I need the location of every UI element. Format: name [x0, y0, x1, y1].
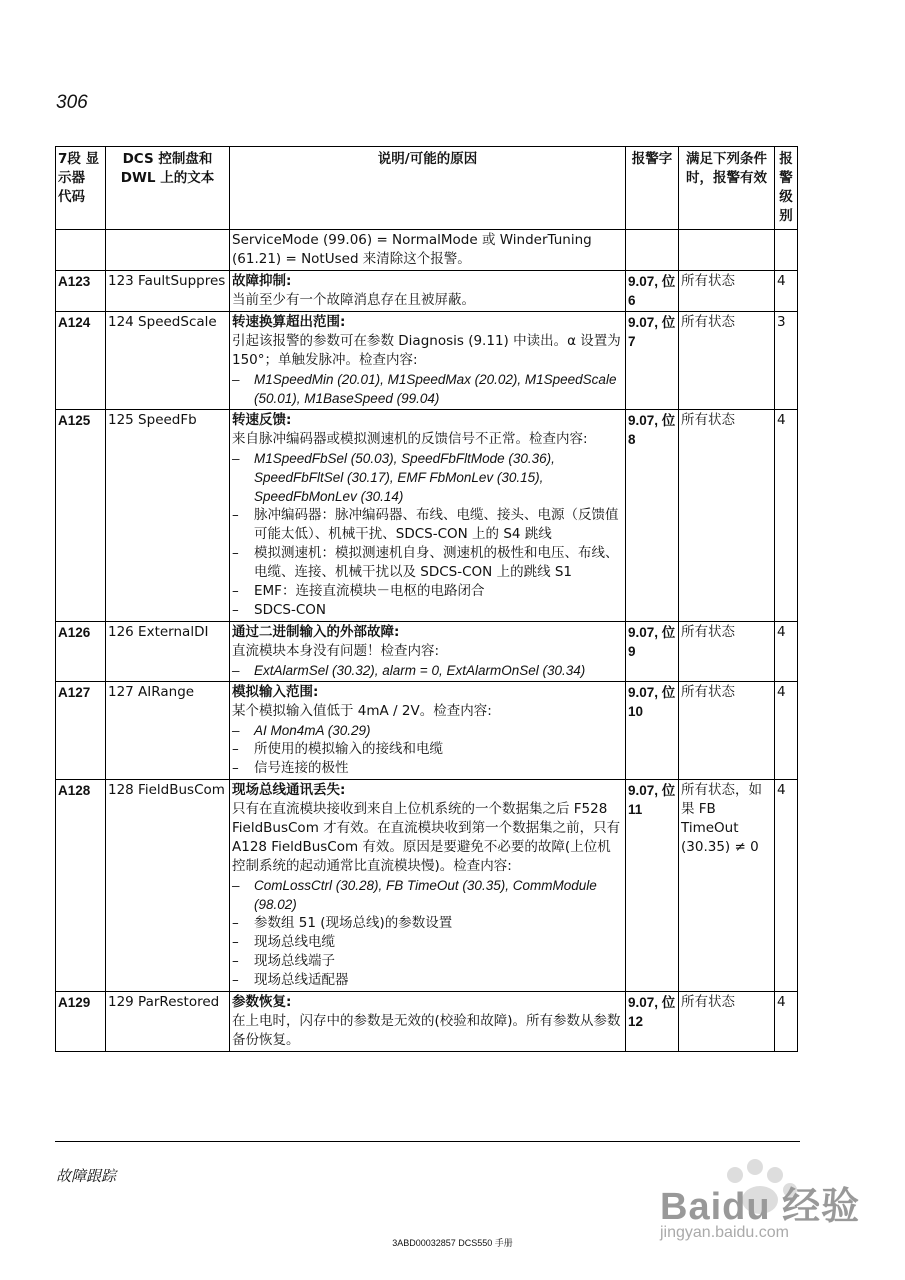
description-text: 只有在直流模块接收到来自上位机系统的一个数据集之后 F528 FieldBusCom 才有效。在直流模块收到第一个数据集之前，只有 A128 FieldBusCom 有效。原因是要避免不必要的故障(上位机控制系统的起动通常比直流模块慢)。检查内容:	[232, 801, 621, 874]
alarm-level: 4	[775, 622, 798, 682]
description-text: 当前至少有一个故障消息存在且被屏蔽。	[232, 292, 475, 308]
active-condition	[679, 230, 775, 271]
alarm-word-bit: 9.07, 位 11	[626, 780, 679, 992]
dcs-text: 128 FieldBusCom	[106, 780, 230, 992]
description-cell	[230, 230, 626, 271]
check-item: – 所使用的模拟输入的接线和电缆	[232, 740, 623, 759]
dcs-text: 125 SpeedFb	[106, 410, 230, 622]
description-title: 现场总线通讯丢失:	[232, 782, 346, 798]
active-condition: 所有状态	[679, 271, 775, 312]
alarm-code: A126	[56, 622, 106, 682]
active-condition: 所有状态	[679, 682, 775, 780]
dcs-text	[106, 230, 230, 271]
table-row	[56, 780, 798, 992]
alarm-code	[56, 230, 106, 271]
dcs-text: 129 ParRestored	[106, 992, 230, 1052]
alarm-level: 4	[775, 780, 798, 992]
header-alarm-word: 报警字	[626, 147, 679, 230]
alarm-code: A123	[56, 271, 106, 312]
table-row	[56, 271, 798, 312]
check-item: – ExtAlarmSel (30.32), alarm = 0, ExtAlarmOnSel (30.34)	[232, 661, 623, 680]
description-cell	[230, 992, 626, 1052]
check-item: – 现场总线电缆	[232, 933, 623, 952]
description-cell	[230, 780, 626, 992]
alarm-word-bit: 9.07, 位 8	[626, 410, 679, 622]
check-item: – M1SpeedFbSel (50.03), SpeedFbFltMode (30.36), SpeedFbFltSel (30.17), EMF FbMonLev (30.15), SpeedFbMonLev (30.14)	[232, 449, 623, 506]
description-title: 通过二进制输入的外部故障:	[232, 624, 400, 640]
check-item: – 现场总线适配器	[232, 971, 623, 990]
check-item: – AI Mon4mA (30.29)	[232, 721, 623, 740]
active-condition: 所有状态	[679, 410, 775, 622]
check-item: – 参数组 51 (现场总线)的参数设置	[232, 914, 623, 933]
table-row	[56, 410, 798, 622]
alarm-word-bit: 9.07, 位 12	[626, 992, 679, 1052]
description-text: 在上电时，闪存中的参数是无效的(校验和故障)。所有参数从参数备份恢复。	[232, 1013, 621, 1048]
description-cell	[230, 622, 626, 682]
description-title: 故障抑制:	[232, 273, 292, 289]
alarm-level	[775, 230, 798, 271]
alarm-table	[55, 146, 798, 1052]
alarm-word-bit: 9.07, 位 10	[626, 682, 679, 780]
description-text: 来自脉冲编码器或模拟测速机的反馈信号不正常。检查内容:	[232, 431, 588, 447]
dcs-text: 126 ExternalDI	[106, 622, 230, 682]
check-item: – EMF：连接直流模块－电枢的电路闭合	[232, 582, 623, 601]
active-condition: 所有状态，如果 FB TimeOut (30.35) ≠ 0	[679, 780, 775, 992]
alarm-word-bit: 9.07, 位 6	[626, 271, 679, 312]
active-condition: 所有状态	[679, 622, 775, 682]
alarm-level: 4	[775, 682, 798, 780]
description-cell	[230, 682, 626, 780]
alarm-word-bit: 9.07, 位 7	[626, 312, 679, 410]
alarm-level: 3	[775, 312, 798, 410]
alarm-code: A125	[56, 410, 106, 622]
alarm-level: 4	[775, 410, 798, 622]
header-condition: 满足下列条件时，报警有效	[679, 147, 775, 230]
dcs-text: 123 FaultSuppres	[106, 271, 230, 312]
watermark-text: Baidu 经验	[660, 1186, 861, 1228]
table-header-row	[56, 147, 798, 230]
table-row	[56, 230, 798, 271]
description-cell	[230, 410, 626, 622]
document-id: 3ABD00032857 DCS550 手册	[392, 1238, 513, 1248]
page-number: 306	[56, 92, 88, 113]
table-row	[56, 992, 798, 1052]
dcs-text: 127 AIRange	[106, 682, 230, 780]
description-text: 直流模块本身没有问题！检查内容:	[232, 643, 440, 659]
alarm-word-bit	[626, 230, 679, 271]
check-item: – M1SpeedMin (20.01), M1SpeedMax (20.02), M1SpeedScale (50.01), M1BaseSpeed (99.04)	[232, 370, 623, 408]
active-condition: 所有状态	[679, 992, 775, 1052]
description-text: 引起该报警的参数可在参数 Diagnosis (9.11) 中读出。α 设置为 150°；单触发脉冲。检查内容:	[232, 333, 621, 368]
alarm-code: A128	[56, 780, 106, 992]
alarm-code: A129	[56, 992, 106, 1052]
description-title: 模拟输入范围:	[232, 684, 319, 700]
description-cell	[230, 271, 626, 312]
description-text: 某个模拟输入值低于 4mA / 2V。检查内容:	[232, 703, 492, 719]
section-title: 故障跟踪	[56, 1167, 117, 1185]
alarm-word-bit: 9.07, 位 9	[626, 622, 679, 682]
table-row	[56, 622, 798, 682]
check-item: – 脉冲编码器：脉冲编码器、布线、电缆、接头、电源（反馈值可能太低）、机械干扰、SDCS-CON 上的 S4 跳线	[232, 506, 623, 544]
check-item: – 信号连接的极性	[232, 759, 623, 778]
description-text: ServiceMode (99.06) = NormalMode 或 WinderTuning (61.21) = NotUsed 来清除这个报警。	[232, 232, 592, 267]
watermark-url: jingyan.baidu.com	[660, 1224, 789, 1241]
check-item: – SDCS-CON	[232, 601, 623, 620]
check-item: – 模拟测速机：模拟测速机自身、测速机的极性和电压、布线、电缆、连接、机械干扰以及 SDCS-CON 上的跳线 S1	[232, 544, 623, 582]
footer-rule	[55, 1141, 800, 1142]
header-code: 7段 显示器 代码	[56, 147, 106, 230]
alarm-level: 4	[775, 992, 798, 1052]
table-row	[56, 312, 798, 410]
dcs-text: 124 SpeedScale	[106, 312, 230, 410]
header-description: 说明/可能的原因	[230, 147, 626, 230]
description-title: 转速换算超出范围:	[232, 314, 346, 330]
description-title: 参数恢复:	[232, 994, 292, 1010]
check-item: – ComLossCtrl (30.28), FB TimeOut (30.35), CommModule (98.02)	[232, 876, 623, 914]
check-item: – 现场总线端子	[232, 952, 623, 971]
alarm-code: A127	[56, 682, 106, 780]
alarm-level: 4	[775, 271, 798, 312]
active-condition: 所有状态	[679, 312, 775, 410]
description-title: 转速反馈:	[232, 412, 292, 428]
description-cell	[230, 312, 626, 410]
header-level: 报警级别	[775, 147, 798, 230]
table-row	[56, 682, 798, 780]
alarm-code: A124	[56, 312, 106, 410]
header-dcs-text: DCS 控制盘和 DWL 上的文本	[106, 147, 230, 230]
